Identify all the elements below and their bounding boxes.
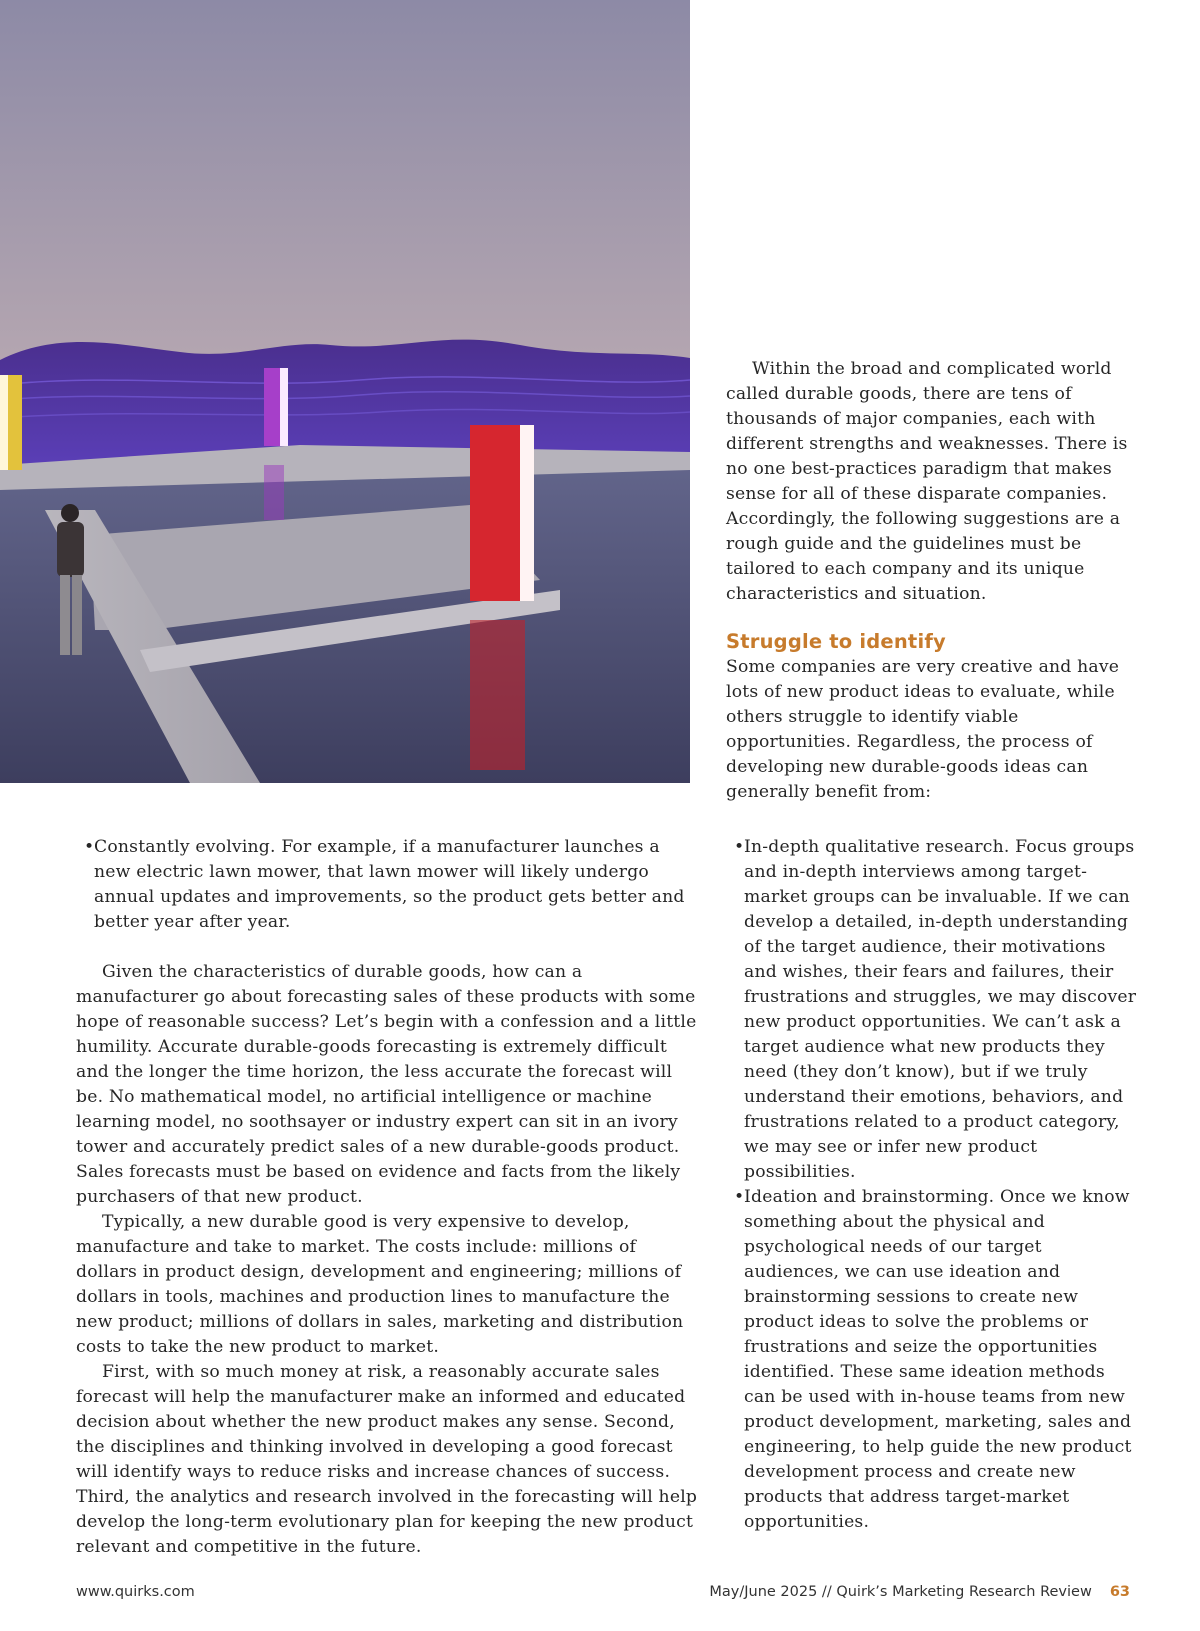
left-column [76, 835, 698, 1560]
paragraph-forecasting: Given the characteristics of durable goods, how can a manufacturer go about forecasting sales of these products with some hope of reasonable success? Let’s begin with a confession and a little humility. Accurate durable-goods forecasting is extremely difficult and the longer the time horizon, the less accurate the forecast will be. No mathematical model, no artificial intelligence or machine learning model, no soothsayer or industry expert can sit in an ivory tower and accurately predict sales of a new durable-goods product. Sales forecasts must be based on evidence and facts from the likely purchasers of that new product. [76, 962, 697, 1207]
footer-issue-text: May/June 2025 // Quirk’s Marketing Research Review [709, 1584, 1092, 1600]
bullet-qualitative-research: • In-depth qualitative research. Focus groups and in-depth interviews among target-market groups can be invaluable. If we can develop a detailed, in-depth understanding of the target audience, their motivations and wishes, their fears and failures, their frustrations and struggles, we may discover new product opportunities. We can’t ask a target audience what new products they need (they don’t know), but if we truly understand their emotions, behaviors, and frustrations related to a product category, we may see or infer new product possibilities. [726, 835, 1141, 1185]
heading-paragraph: Some companies are very creative and have lots of new product ideas to evaluate, while others struggle to identify viable opportunities. Regardless, the process of developing new durable-goods ideas can generally benefit from: [726, 657, 1120, 802]
hero-photo [0, 0, 690, 783]
right-top-column [726, 357, 1141, 805]
footer-website: www.quirks.com [76, 1584, 195, 1600]
bullet-ideation: • Ideation and brainstorming. Once we know something about the physical and psychological needs of our target audiences, we can use ideation and brainstorming sessions to create new product ideas to solve the problems or frustrations and seize the opportunities identified. These same ideation methods can be used with in-house teams from new product development, marketing, sales and engineering, to help guide the new product development process and create new products that address target-market opportunities. [726, 1185, 1141, 1535]
paragraph-costs: Typically, a new durable good is very expensive to develop, manufacture and take to market. The costs include: millions of dollars in product design, development and engineering; millions of dollars in tools, machines and production lines to manufacture the new product; millions of dollars in sales, marketing and distribution costs to take the new product to market. [76, 1212, 684, 1357]
bullet-constantly-evolving: • Constantly evolving. For example, if a manufacturer launches a new electric lawn mower, that lawn mower will likely undergo annual updates and improvements, so the product gets better and better year after year. [76, 835, 698, 935]
intro-paragraph: Within the broad and complicated world called durable goods, there are tens of thousands of major companies, each with different strengths and weaknesses. There is no one best-practices paradigm that makes sense for all of these disparate companies. Accordingly, the following suggestions are a rough guide and the guidelines must be tailored to each company and its unique characteristics and situation. [726, 359, 1128, 604]
section-heading: Struggle to identify [726, 630, 946, 653]
right-column [726, 835, 1141, 1535]
footer-issue [709, 1584, 1130, 1600]
paragraph-money-at-risk: First, with so much money at risk, a reasonably accurate sales forecast will help the manufacturer make an informed and educated decision about whether the new product makes any sense. Second, the disciplines and thinking involved in developing a good forecast will identify ways to reduce risks and increase chances of success. Third, the analytics and research involved in the forecasting will help develop the long-term evolutionary plan for keeping the new product relevant and competitive in the future. [76, 1362, 698, 1557]
doors-on-water-illustration [0, 0, 690, 783]
page-number: 63 [1109, 1584, 1130, 1600]
